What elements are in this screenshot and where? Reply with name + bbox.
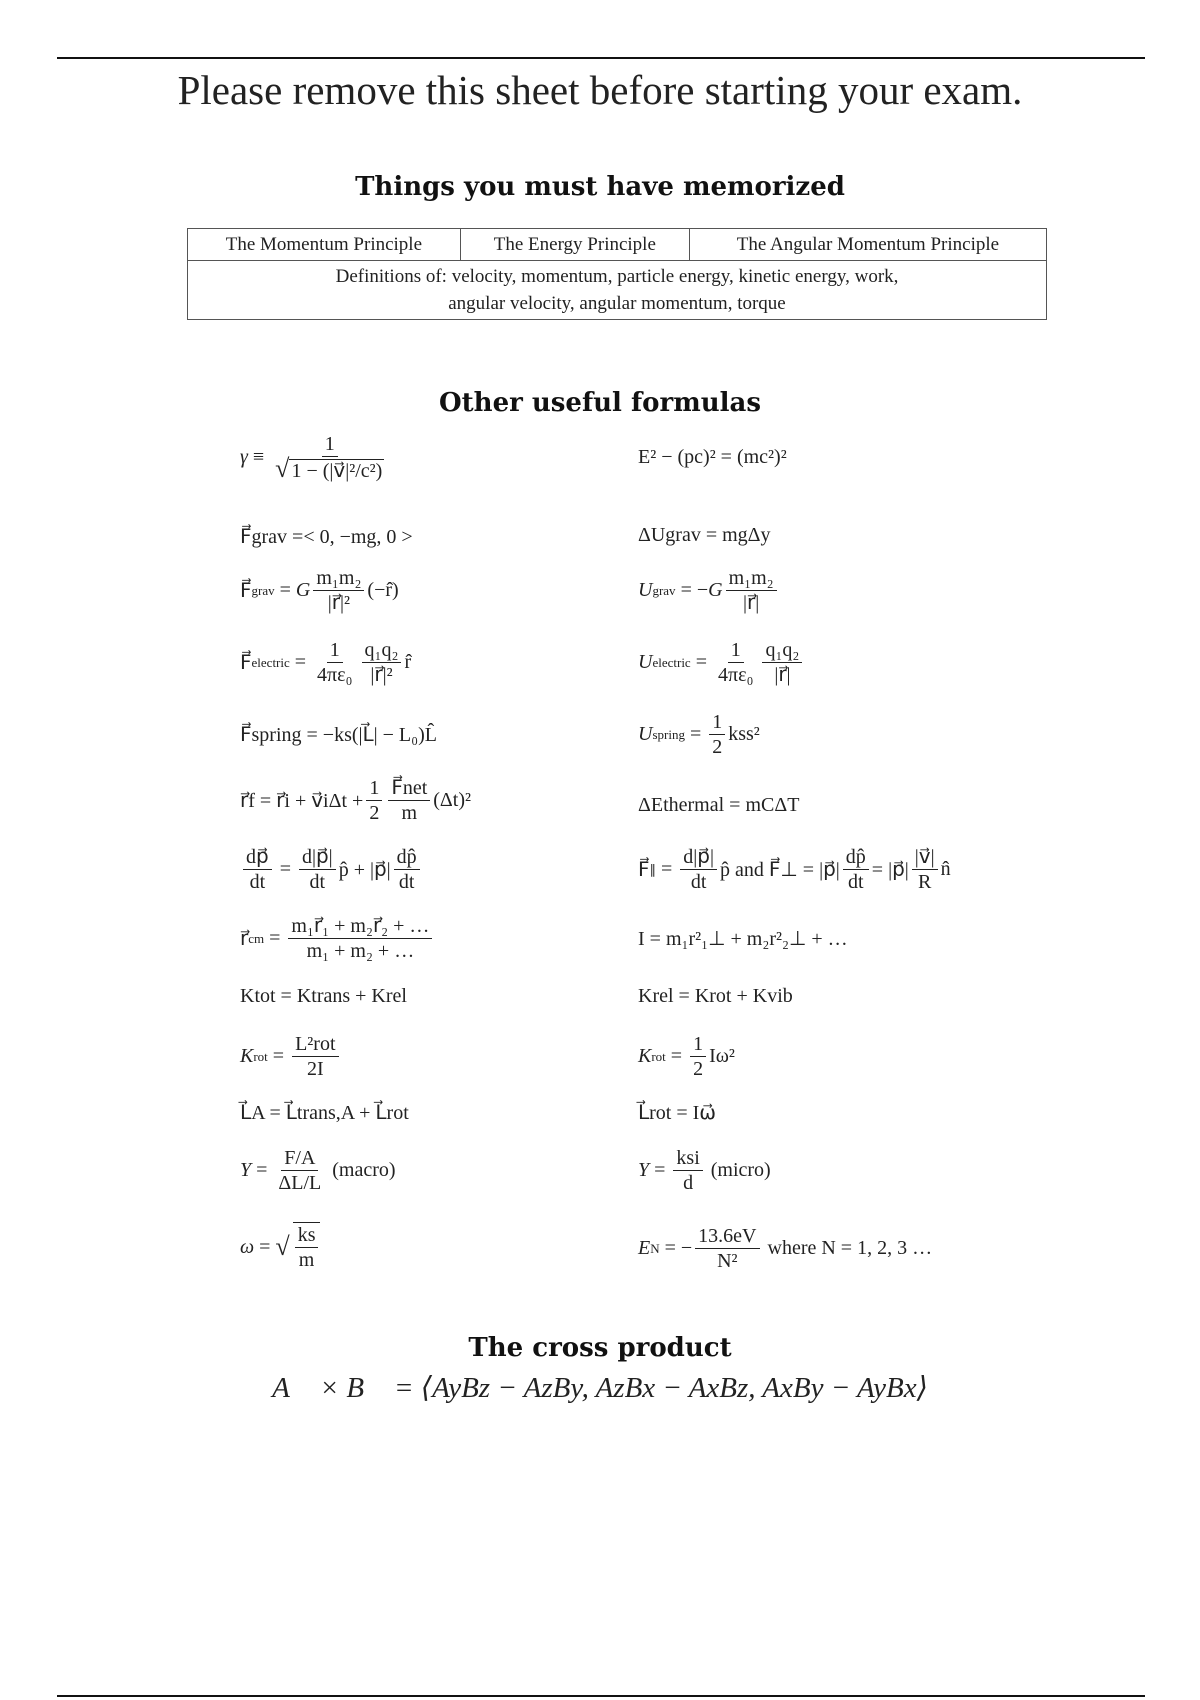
hydrogen-energy-formula: E N = − $\frac{13.6eV}{\text{N²}}$ where N = 1, 2, 3 …: [638, 1225, 933, 1272]
definitions-line-1: Definitions of: velocity, momentum, particle energy, kinetic energy, work,: [335, 266, 899, 287]
thermal-energy-formula: ΔEthermal = mCΔT: [638, 794, 800, 816]
dpdt-formula: $\frac{dp⃗}{dt}$ = $\frac{d|p⃗|}{dt}$ p̂ + |p⃗| $\frac{dp̂}{dt}$: [240, 845, 423, 894]
memorized-heading: Things you must have memorized: [355, 172, 845, 202]
position-update-formula: r⃗f = r⃗i + v⃗iΔt + $\frac{1}{2}$ $\frac{\text{F⃗net}}{m}$ (Δt)²: [240, 777, 471, 824]
la-formula: L⃗A = L⃗trans,A + L⃗rot: [240, 1102, 409, 1124]
young-modulus-macro-formula: Y = $\frac{F/A}{\Delta L/L}$ (macro): [240, 1147, 396, 1194]
relativistic-energy-formula: E² − (pc)² = (mc²)²: [638, 446, 787, 468]
angular-momentum-principle-cell: The Angular Momentum Principle: [689, 229, 1046, 261]
bottom-rule: [57, 1695, 1145, 1697]
uspring-formula: U spring = $\frac{1}{2}$ kss²: [638, 711, 760, 758]
exam-notice: Please remove this sheet before starting your exam.: [177, 67, 1023, 113]
momentum-principle-cell: The Momentum Principle: [188, 229, 461, 261]
cross-product-heading: The cross product: [468, 1333, 732, 1363]
memorized-table: [187, 228, 1047, 320]
fgrav-newton-formula: F⃗ grav = G $\frac{\text{m₁m₂}}{\text{|r⃗|²}}$ (−r̂): [240, 567, 399, 614]
ugrav-formula: U grav = − G $\frac{\text{m₁m₂}}{|r⃗|}$: [638, 566, 780, 615]
parallel-perp-force-formula: F⃗ ∥ = $\frac{d|p⃗|}{dt}$ p̂ and F⃗⊥ = |p⃗| $\frac{dp̂}{dt}$ = |p⃗| $\frac{|v⃗|}{R}$ n̂: [638, 846, 951, 893]
felectric-formula: F⃗ electric = $\frac{1}{\text{4πε₀}}$ $\frac{\text{q₁q₂}}{\text{|r⃗|²}}$ r̂: [240, 639, 412, 686]
uelectric-formula: U electric = $\frac{1}{\text{4πε₀}}$ $\frac{\text{q₁q₂}}{|r⃗|}$: [638, 638, 805, 687]
center-of-mass-formula: r⃗ cm = $\frac{\text{m₁r⃗₁ + m₂r⃗₂ + …}}{\text{m₁ + m₂ + …}}$: [240, 914, 435, 963]
delta-ugrav-formula: ΔUgrav = mgΔy: [638, 524, 771, 546]
top-rule: [57, 57, 1145, 59]
cross-product-formula: A⃗ × B⃗ = ⟨AyBz − AzBy, AzBx − AxBz, AxBy − AyBx⟩: [272, 1372, 928, 1404]
definitions-cell: [188, 261, 1047, 320]
omega-formula: ω = √ $\frac{ks}{m}$: [240, 1222, 323, 1272]
krel-formula: Krel = Krot + Kvib: [638, 985, 793, 1007]
gamma-formula: γ ≡ $\frac{1}{\text{√ 1 − (|v⃗|²/c²)}}$: [240, 433, 383, 483]
ktot-formula: Ktot = Ktrans + Krel: [240, 985, 407, 1007]
energy-principle-cell: The Energy Principle: [460, 229, 689, 261]
lrot-formula: L⃗rot = Iω⃗: [638, 1102, 717, 1124]
definitions-line-2: angular velocity, angular momentum, torque: [448, 293, 786, 314]
young-modulus-micro-formula: Y = $\frac{\text{ksi}}{d}$ (micro): [638, 1147, 771, 1194]
moment-of-inertia-formula: I = m₁r²₁⊥ + m₂r²₂⊥ + …: [638, 928, 848, 950]
krot-angular-momentum-formula: K rot = $\frac{\text{L²rot}}{2I}$: [240, 1032, 342, 1081]
other-formulas-heading: Other useful formulas: [439, 388, 761, 418]
fspring-formula: F⃗spring = −ks(|L⃗| − L₀)L̂: [240, 724, 438, 746]
fgrav-near-earth-formula: F⃗grav =< 0, −mg, 0 >: [240, 526, 413, 548]
krot-omega-formula: K rot = $\frac{1}{2}$ Iω²: [638, 1033, 735, 1080]
